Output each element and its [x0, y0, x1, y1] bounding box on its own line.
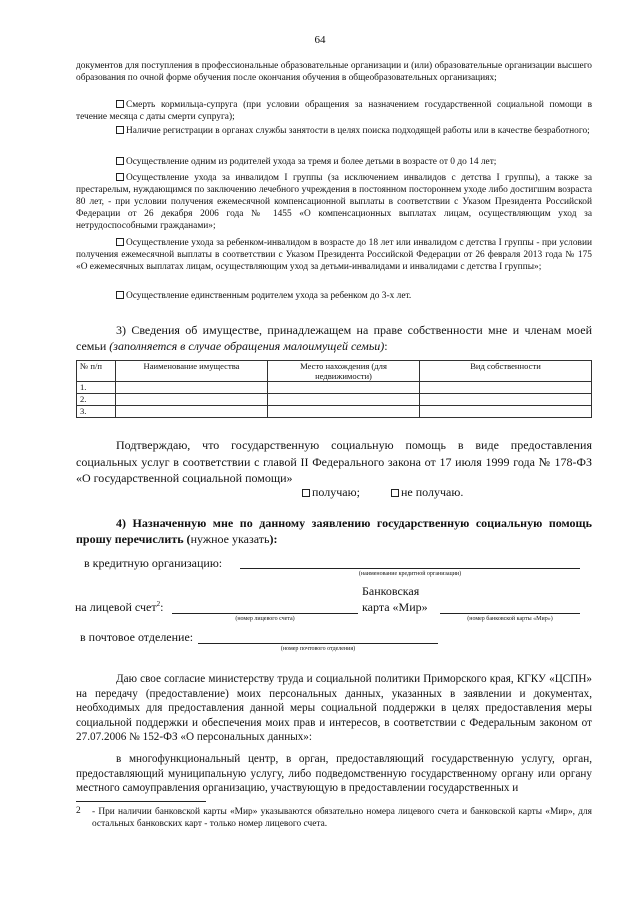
footnote-separator: [76, 801, 206, 802]
option-2: [76, 125, 592, 137]
post-office-caption: (номер почтового отделения): [280, 646, 356, 652]
table-cell[interactable]: [420, 394, 592, 406]
card-number-field[interactable]: [440, 613, 580, 614]
section4-heading: 4) Назначенную мне по данному заявлению государственную социальную помощь прошу перечислить (нужное указать):: [76, 516, 592, 546]
option-5: [76, 237, 592, 273]
credit-org-label: в кредитную организацию:: [84, 556, 223, 570]
option-6: [76, 290, 592, 302]
table-header-cell: Наименование имущества: [116, 361, 268, 382]
page-number: 64: [314, 34, 326, 46]
checkbox[interactable]: [116, 238, 124, 246]
intro-text: документов для поступления в профессиональные образовательные организации и (или) образовательные организации высшего образования по очной форме обучения после окончания обучения в общеобразовательных организациях;: [76, 61, 592, 84]
card-label-1: Банковская: [362, 584, 420, 598]
property-table: [76, 360, 592, 418]
table-cell[interactable]: [268, 382, 420, 394]
table-header-cell: № п/п: [77, 361, 116, 382]
checkbox[interactable]: [116, 157, 124, 165]
account-label: на лицевой счет$^2$:: [75, 600, 164, 614]
footnote-text: - При наличии банковской карты «Мир» указываются обязательно номера лицевого счета и банковской карты «Мир», для остальных банковских карт - только номер лицевого счета.: [92, 807, 592, 829]
table-cell[interactable]: [420, 382, 592, 394]
table-cell[interactable]: [268, 406, 420, 418]
confirm-text: Подтверждаю, что государственную социальную помощь в виде предоставления социальных услуг в соответствии с главой II Федерального закона от 17 июля 1999 года № 178-ФЗ «О государственной социальной помощи»: [76, 438, 592, 485]
checkbox[interactable]: [116, 291, 124, 299]
section3-heading: 3) Сведения об имуществе, принадлежащем на праве собственности мне и членам моей семьи (заполняется в случае обращения малоимущей семьи):: [76, 323, 592, 353]
option-label: Наличие регистрации в органах службы занятости в целях поиска подходящей работы или в качестве безработного;: [126, 126, 590, 136]
table-cell[interactable]: [268, 394, 420, 406]
checkbox-receive[interactable]: [302, 489, 310, 497]
account-number-field[interactable]: [172, 613, 358, 614]
option-1: [76, 99, 592, 123]
table-header-cell: Место нахождения (для недвижимости): [268, 361, 420, 382]
card-label-2: карта «Мир»: [362, 600, 428, 614]
consent-text-2: в многофункциональный центр, в орган, предоставляющий государственную услугу, орган, предоставляющий муниципальную услугу, либо подведомственную государственному органу или органу местного самоуправления организацию, участвующую в предоставлении государственных и: [76, 753, 592, 794]
checkbox-not-receive[interactable]: [391, 489, 399, 497]
row-number: 2.: [77, 394, 116, 406]
table-cell[interactable]: [420, 406, 592, 418]
post-office-label: в почтовое отделение:: [80, 630, 194, 644]
confirm-yes: получаю;: [302, 485, 360, 500]
checkbox[interactable]: [116, 100, 124, 108]
table-header-row: [77, 361, 592, 382]
checkbox[interactable]: [116, 126, 124, 134]
row-number: 3.: [77, 406, 116, 418]
option-label: Осуществление единственным родителем ухода за ребенком до 3-х лет.: [126, 291, 412, 301]
table-cell[interactable]: [116, 382, 268, 394]
option-label: Осуществление ухода за инвалидом I группы (за исключением инвалидов с детства I группы), а также за престарелым, нуждающимся по заключению лечебного учреждения в постоянном постороннем уходе либо достигшим возраста 80 лет, - при условии получения ежемесячной компенсационной выплаты в соответствии с Указом Президента Российской Федерации от 26 декабря 2006 года № 1455 «О компенсационных выплатах лицам, осуществляющим уход за нетрудоспособными гражданами»;: [76, 173, 592, 232]
option-label: Смерть кормильца-супруга (при условии обращения за назначением государственной социальной помощи в течение месяца с даты смерти супруга);: [76, 100, 592, 123]
credit-org-field[interactable]: [240, 568, 580, 569]
post-office-field[interactable]: [198, 643, 438, 644]
table-cell[interactable]: [116, 394, 268, 406]
credit-org-caption: (наименование кредитной организации): [358, 571, 462, 577]
table-header-cell: Вид собственности: [420, 361, 592, 382]
option-label: Осуществление одним из родителей ухода за тремя и более детьми в возрасте от 0 до 14 лет;: [126, 157, 497, 167]
table-cell[interactable]: [116, 406, 268, 418]
table-row: [77, 394, 592, 406]
option-3: [76, 156, 592, 168]
footnote-number: 2: [76, 806, 81, 816]
consent-text: Даю свое согласие министерству труда и социальной политики Приморского края, КГКУ «ЦСПН» на передачу (предоставление) моих персональных данных, указанных в заявлении и документах, необходимых для предоставления данной меры социальной поддержки в целях предоставления меры социальной поддержки и обеспечения моих прав и интересов, в соответствии с Федеральным законом от 27.07.2006 № 152-ФЗ «О персональных данных»:: [76, 673, 592, 743]
option-4: [76, 172, 592, 232]
card-caption: (номер банковской карты «Мир»): [467, 616, 553, 622]
confirm-no: не получаю.: [391, 485, 463, 500]
option-label: Осуществление ухода за ребенком-инвалидом в возрасте до 18 лет или инвалидом с детства I группы - при условии получения ежемесячной выплаты в соответствии с Указом Президента Российской Федерации от 26 февраля 2013 года № 175 «О ежемесячных выплатах лицам, осуществляющим уход за детьми-инвалидами и инвалидами с детства I группы»;: [76, 238, 592, 273]
table-row: [77, 382, 592, 394]
checkbox[interactable]: [116, 173, 124, 181]
table-row: [77, 406, 592, 418]
row-number: 1.: [77, 382, 116, 394]
account-caption: (номер лицевого счета): [235, 616, 295, 622]
